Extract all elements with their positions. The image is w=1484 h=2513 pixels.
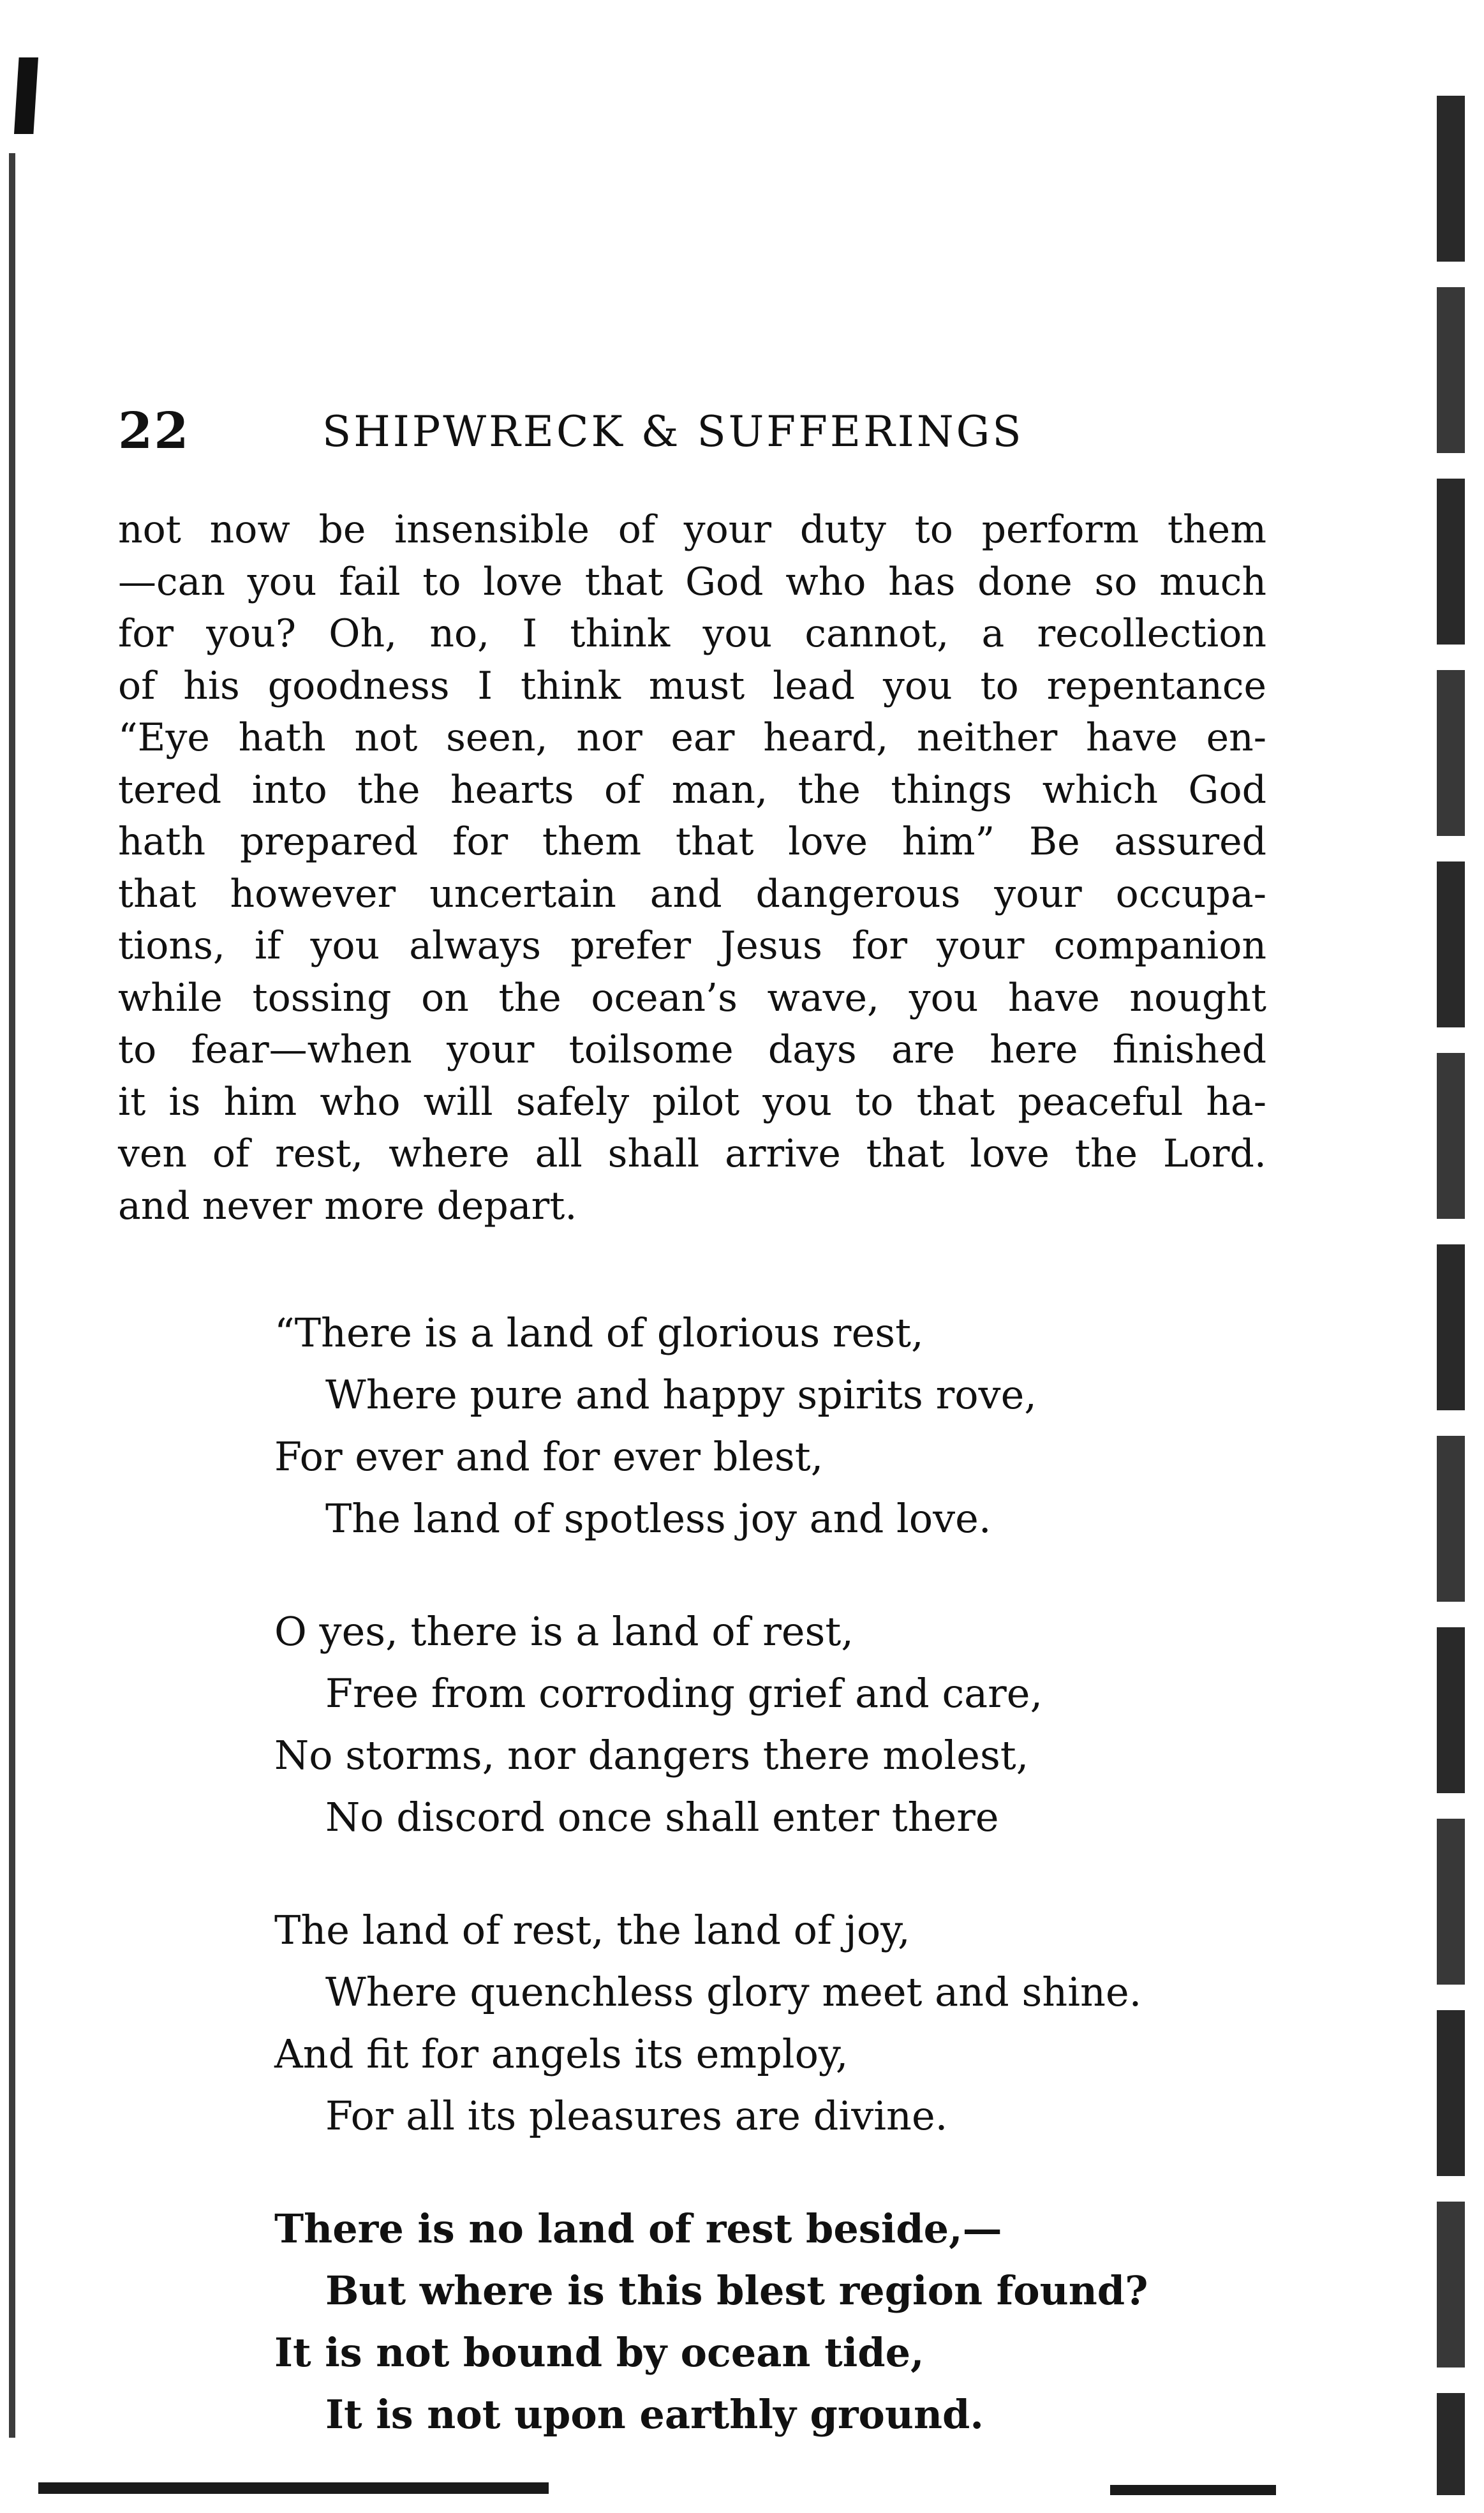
prose-line: —can you fail to love that God who has done so much	[118, 559, 1266, 604]
scan-edge-left	[9, 153, 15, 2438]
prose-line: it is him who will safely pilot you to that peaceful ha-	[118, 1079, 1266, 1124]
prose-line: for you? Oh, no, I think you cannot, a recollection	[118, 611, 1266, 656]
prose-line: that however uncertain and dangerous your occupa-	[118, 871, 1266, 916]
verse-line: For all its pleasures are divine.	[325, 2092, 948, 2139]
verse-line: “There is a land of glorious rest,	[274, 1309, 924, 1356]
verse-line: The land of spotless joy and love.	[325, 1495, 991, 1542]
prose-paragraph	[118, 504, 1266, 1232]
running-head: SHIPWRECK & SUFFERINGS	[322, 407, 1024, 456]
scan-edge-right	[1437, 96, 1465, 2495]
prose-line: hath prepared for them that love him” Be assured	[118, 819, 1266, 864]
poem-stanza-4	[274, 2198, 1231, 2445]
prose-line: not now be insensible of your duty to perform them	[118, 507, 1266, 552]
prose-line: while tossing on the ocean’s wave, you have nought	[118, 975, 1266, 1020]
verse-line: O yes, there is a land of rest,	[274, 1608, 854, 1655]
page-number: 22	[118, 402, 190, 460]
prose-line: ven of rest, where all shall arrive that love the Lord.	[118, 1131, 1266, 1176]
verse-line: No storms, nor dangers there molest,	[274, 1732, 1029, 1778]
verse-line: The land of rest, the land of joy,	[274, 1907, 910, 1953]
verse-line: It is not bound by ocean tide,	[274, 2329, 924, 2376]
prose-line: “Eye hath not seen, nor ear heard, neither have en-	[118, 715, 1266, 760]
verse-line: No discord once shall enter there	[325, 1794, 999, 1840]
prose-line: of his goodness I think must lead you to repentance	[118, 663, 1266, 708]
hymn-poem	[274, 1302, 1231, 2496]
prose-line: tered into the hearts of man, the things which God	[118, 767, 1266, 812]
prose-line: to fear—when your toilsome days are here finished	[118, 1027, 1266, 1072]
poem-stanza-1	[274, 1302, 1231, 1549]
page-header	[118, 402, 1266, 460]
verse-line: Where quenchless glory meet and shine.	[325, 1969, 1142, 2015]
prose-line: and never more depart.	[118, 1183, 577, 1228]
verse-line: For ever and for ever blest,	[274, 1433, 824, 1480]
poem-stanza-3	[274, 1899, 1231, 2147]
verse-line: There is no land of rest beside,—	[274, 2205, 1002, 2252]
verse-line: Free from corroding grief and care,	[325, 1670, 1043, 1717]
verse-line: It is not upon earthly ground.	[325, 2391, 984, 2438]
prose-line: tions, if you always prefer Jesus for your companion	[118, 923, 1266, 968]
verse-line: But where is this blest region found?	[325, 2267, 1148, 2314]
verse-line: Where pure and happy spirits rove,	[325, 1371, 1037, 1418]
scan-edge-mark-top-left	[14, 57, 38, 134]
verse-line: And fit for angels its employ,	[274, 2031, 849, 2077]
poem-stanza-2	[274, 1600, 1231, 1848]
